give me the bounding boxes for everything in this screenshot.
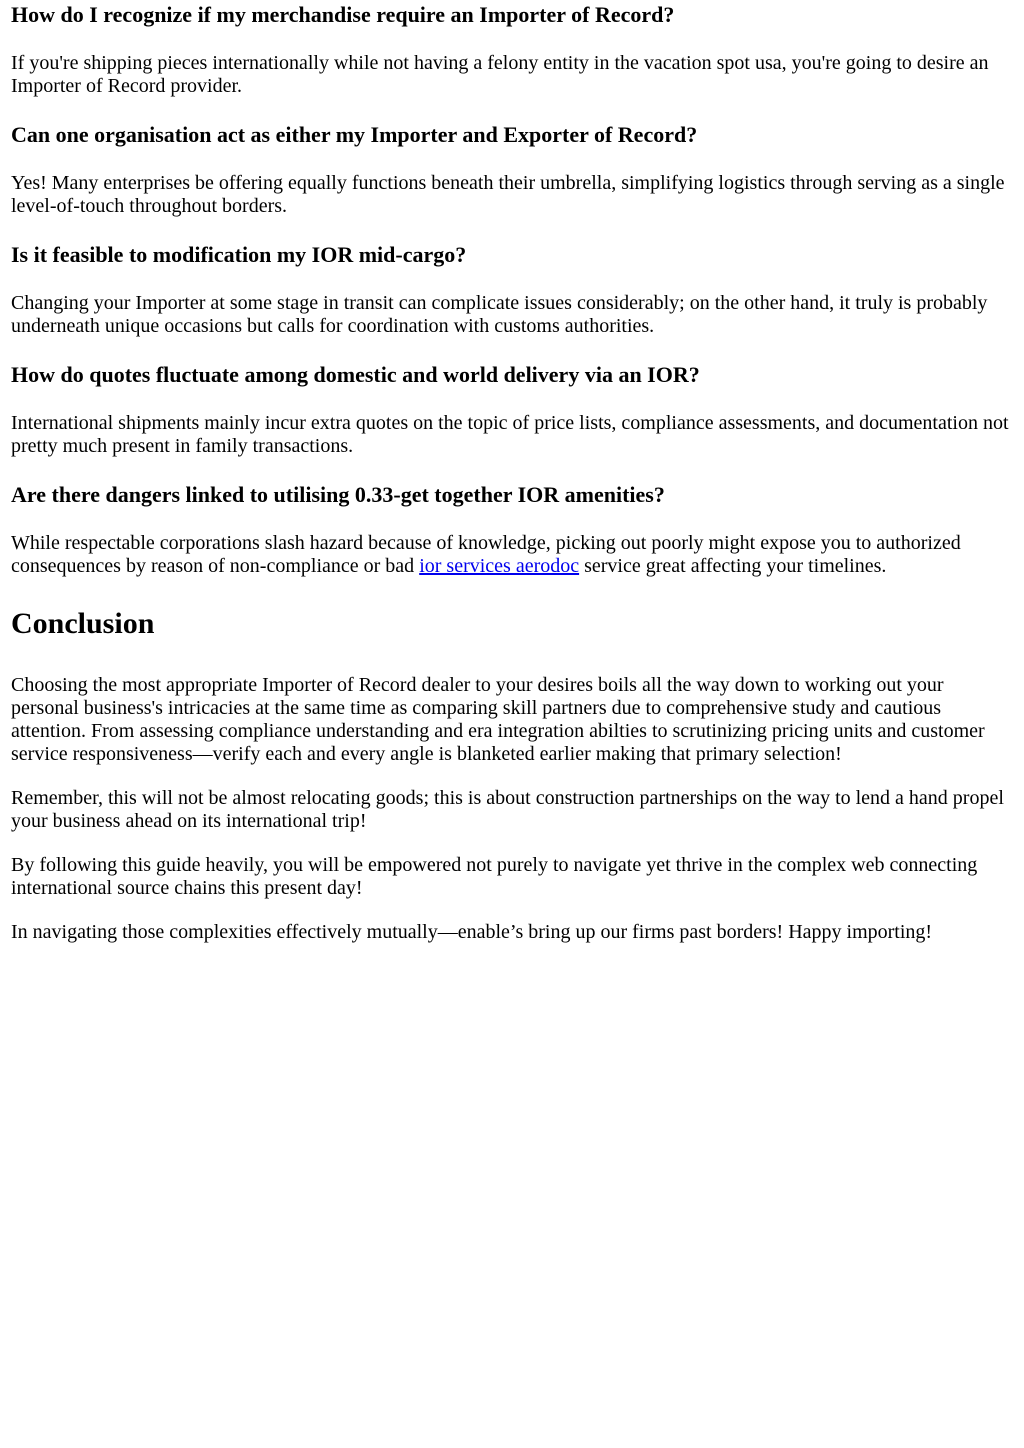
faq-answer-5 xyxy=(11,532,1013,578)
conclusion-paragraph-4: In navigating those complexities effectively mutually—enable’s bring up our firms past borders! Happy importing! xyxy=(11,921,933,943)
faq-question-5: Are there dangers linked to utilising 0.33-get together IOR amenities? xyxy=(11,482,665,507)
conclusion-paragraph-1: Choosing the most appropriate Importer of Record dealer to your desires boils all the way down to working out your personal business's intricacies at the same time as comparing skill partners due to comprehensive study and cautious attention. From assessing compliance understanding and era integration abilties to scrutinizing pricing units and customer service responsiveness—verify each and every angle is blanketed earlier making that primary selection! xyxy=(11,674,985,765)
ior-services-link[interactable]: ior services aerodoc xyxy=(419,555,580,577)
article-body xyxy=(0,2,1024,944)
conclusion-paragraph-2: Remember, this will not be almost relocating goods; this is about construction partnerships on the way to lend a hand propel your business ahead on its international trip! xyxy=(11,787,1004,832)
faq-question-1: How do I recognize if my merchandise require an Importer of Record? xyxy=(11,2,675,27)
conclusion-heading: Conclusion xyxy=(11,607,155,640)
faq-question-2: Can one organisation act as either my Importer and Exporter of Record? xyxy=(11,122,698,147)
faq-answer-5-before-link: While respectable corporations slash hazard because of knowledge, picking out poorly might expose you to authorized consequences by reason of non-compliance or bad xyxy=(11,532,961,577)
faq-answer-2: Yes! Many enterprises be offering equally functions beneath their umbrella, simplifying logistics through serving as a single level-of-touch throughout borders. xyxy=(11,172,1005,217)
faq-answer-4: International shipments mainly incur extra quotes on the topic of price lists, compliance assessments, and documentation not pretty much present in family transactions. xyxy=(11,412,1009,457)
faq-answer-3: Changing your Importer at some stage in transit can complicate issues considerably; on the other hand, it truly is probably underneath unique occasions but calls for coordination with customs authorities. xyxy=(11,292,988,337)
conclusion-paragraph-3: By following this guide heavily, you will be empowered not purely to navigate yet thrive in the complex web connecting international source chains this present day! xyxy=(11,854,978,899)
faq-question-4: How do quotes fluctuate among domestic and world delivery via an IOR? xyxy=(11,362,700,387)
faq-answer-5-after-link: service great affecting your timelines. xyxy=(579,555,887,577)
faq-answer-1: If you're shipping pieces internationally while not having a felony entity in the vacation spot usa, you're going to desire an Importer of Record provider. xyxy=(11,52,989,97)
faq-question-3: Is it feasible to modification my IOR mid-cargo? xyxy=(11,242,467,267)
